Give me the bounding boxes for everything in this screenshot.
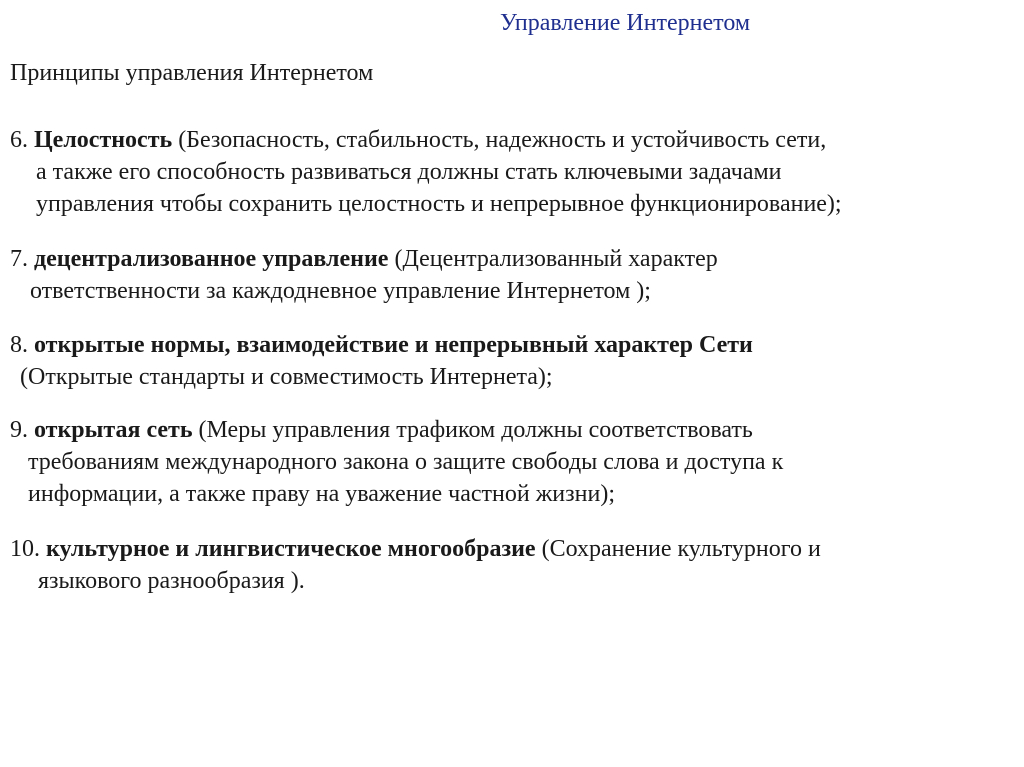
principle-text: (Децентрализованный характер: [388, 246, 718, 272]
principle-number: 9.: [10, 417, 28, 443]
principle-line: [10, 243, 718, 275]
principle-line: [10, 414, 783, 446]
principle-item-9: [10, 414, 783, 510]
principle-line: [10, 533, 821, 565]
principle-line: [10, 124, 842, 156]
principle-text: (Безопасность, стабильность, надежность и устойчивость сети,: [172, 127, 827, 153]
principle-text: (Меры управления трафиком должны соответствовать: [192, 417, 753, 443]
principle-line: [10, 329, 753, 361]
principle-number: 8.: [10, 332, 28, 358]
principle-text: (Сохранение культурного и: [535, 536, 821, 562]
principle-term: Целостность: [34, 127, 173, 153]
principle-item-6: [10, 124, 842, 220]
principle-line: а также его способность развиваться должны стать ключевыми задачами: [36, 159, 782, 185]
principle-number: 7.: [10, 246, 28, 272]
principle-line: ответственности за каждодневное управление Интернетом );: [30, 278, 651, 304]
principle-line: информации, а также праву на уважение частной жизни);: [28, 481, 615, 507]
principle-term: децентрализованное управление: [34, 246, 389, 272]
principle-number: 6.: [10, 127, 28, 153]
principle-term: открытая сеть: [34, 417, 193, 443]
principle-line: (Открытые стандарты и совместимость Интернета);: [20, 364, 553, 390]
principle-line: управления чтобы сохранить целостность и непрерывное функционирование);: [36, 191, 842, 217]
principle-term: культурное и лингвистическое многообразие: [46, 536, 536, 562]
slide-title: Управление Интернетом: [500, 10, 751, 36]
principle-line: требованиям международного закона о защите свободы слова и доступа к: [28, 449, 784, 475]
principle-term: открытые нормы, взаимодействие и непрерывный характер Сети: [34, 332, 753, 358]
principle-item-8: [10, 329, 753, 393]
principle-line: языкового разнообразия ).: [38, 568, 305, 594]
principle-item-7: [10, 243, 718, 307]
slide-subtitle: Принципы управления Интернетом: [10, 60, 374, 86]
principle-number: 10.: [10, 536, 40, 562]
principle-item-10: [10, 533, 821, 597]
